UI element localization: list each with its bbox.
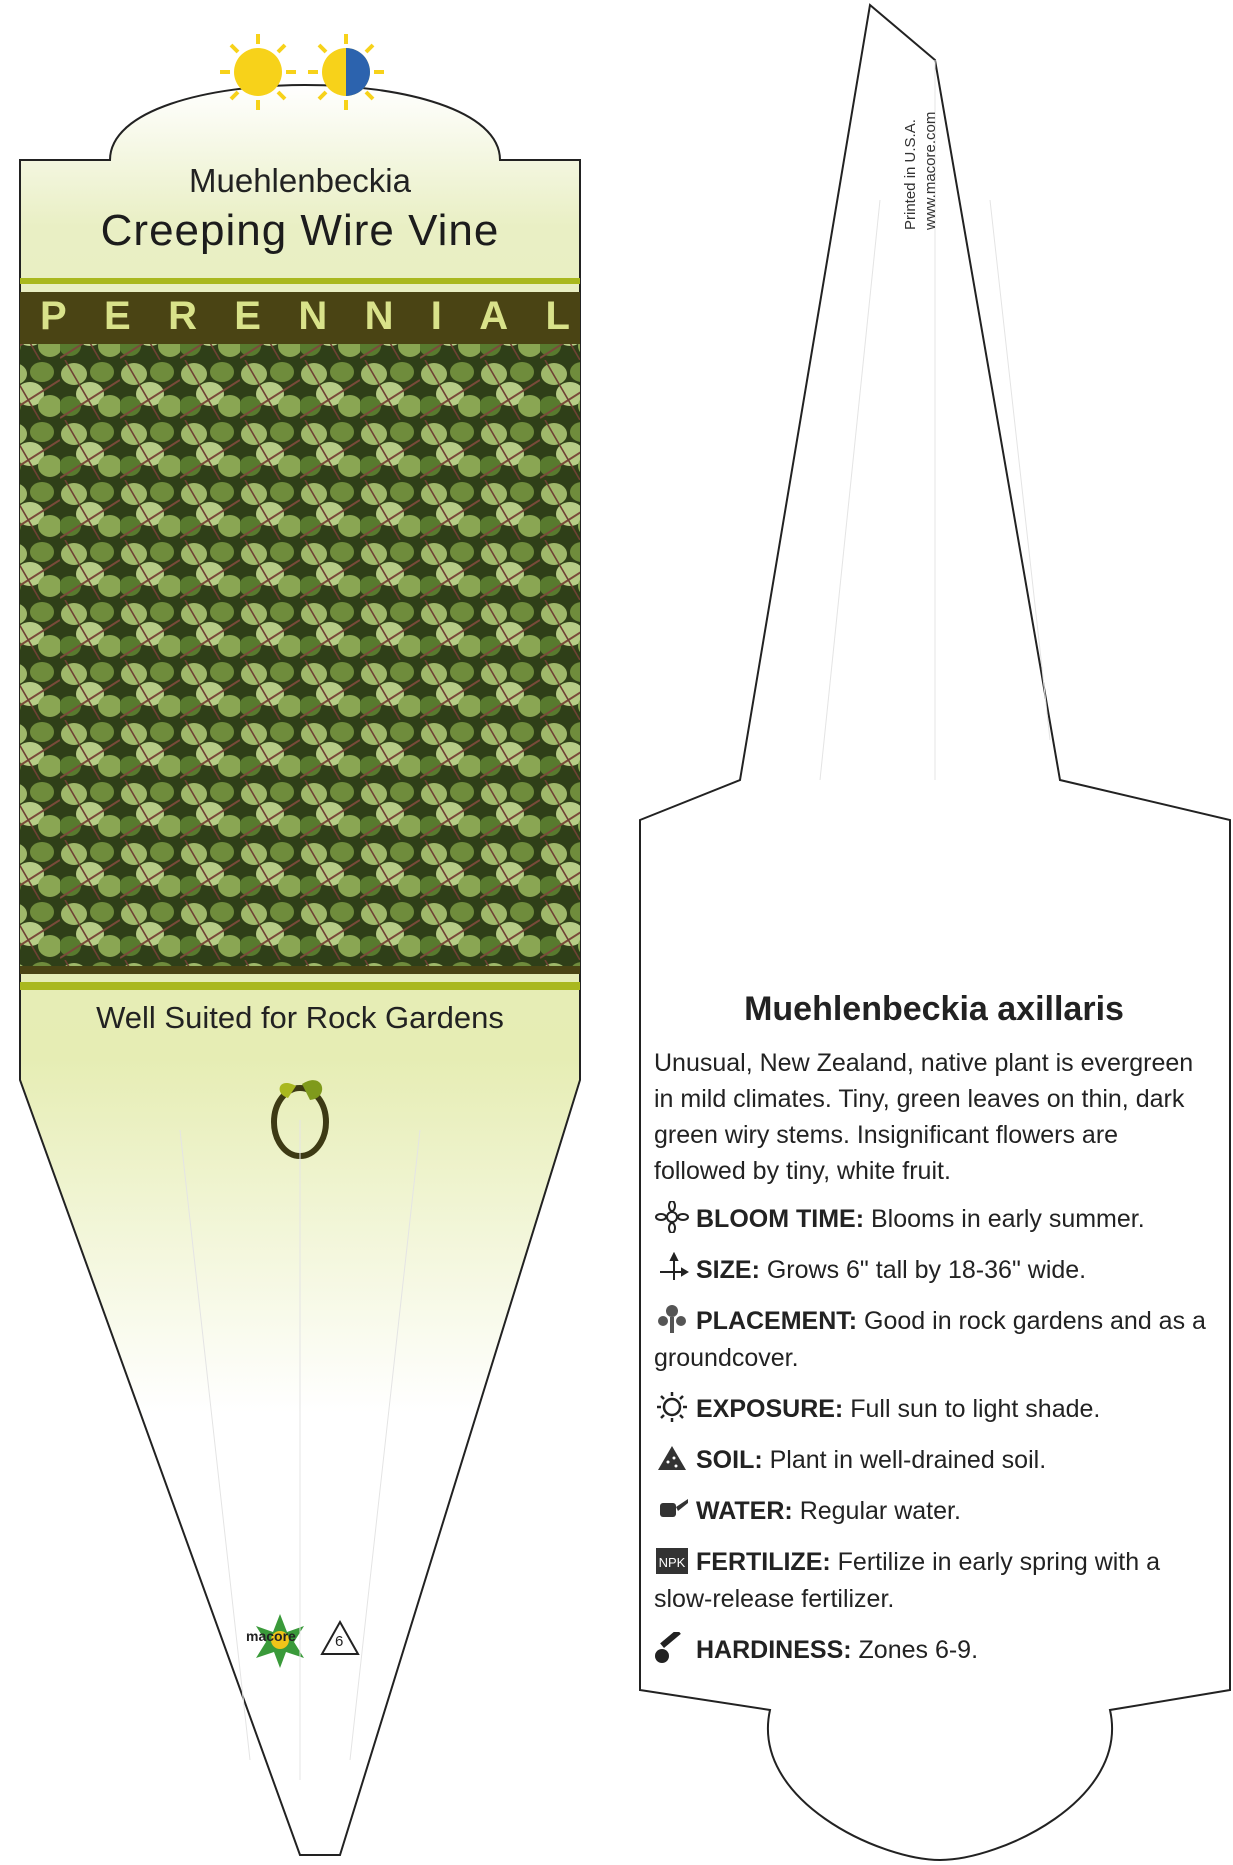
recycle-code: 6 <box>335 1633 344 1650</box>
back-info <box>654 990 1214 1683</box>
tagline: Well Suited for Rock Gardens <box>96 1000 504 1035</box>
soil-icon <box>654 1442 690 1474</box>
category-letter: R <box>168 294 197 338</box>
website: www.macore.com <box>922 111 939 230</box>
attr-label: HARDINESS: <box>696 1636 852 1664</box>
botanical-name: Muehlenbeckia axillaris <box>744 990 1124 1028</box>
watering-can-icon <box>654 1493 690 1525</box>
attr-hardiness <box>654 1632 1214 1669</box>
npk-label: NPK <box>658 1555 686 1570</box>
attr-text: Grows 6" tall by 18-36" wide. <box>759 1256 1087 1284</box>
common-subtitle: Muehlenbeckia <box>189 162 411 199</box>
attr-text: Good in rock gardens and as a groundcover. <box>654 1307 1206 1372</box>
attr-text: Zones 6-9. <box>851 1636 979 1664</box>
attr-soil <box>654 1442 1214 1479</box>
category-letter: P <box>40 294 67 338</box>
plant-photo <box>20 344 580 966</box>
category-letter: N <box>364 294 394 338</box>
attr-placement <box>654 1303 1214 1377</box>
sun-outline-icon <box>654 1391 690 1423</box>
attr-label: EXPOSURE: <box>696 1395 844 1423</box>
attr-label: BLOOM TIME: <box>696 1205 865 1233</box>
placement-icon <box>654 1303 690 1335</box>
printed-in: Printed in U.S.A. <box>902 119 919 230</box>
flower-icon <box>654 1201 690 1233</box>
attr-label: FERTILIZE: <box>696 1548 831 1576</box>
category-letter: I <box>430 294 442 338</box>
attr-bloom-time <box>654 1201 1214 1238</box>
category-band <box>22 294 582 342</box>
attr-size <box>654 1252 1214 1289</box>
description: Unusual, New Zealand, native plant is evergreen in mild climates. Tiny, green leaves on thin, dark green wiry stems. Insignificant flowers are followed by tiny, white fruit. <box>654 1049 1194 1185</box>
category-letter: E <box>234 294 261 338</box>
category-letter: L <box>545 294 570 338</box>
size-arrows-icon <box>654 1252 690 1284</box>
attr-text: Regular water. <box>792 1497 961 1525</box>
attr-text: Fertilize in early spring with a slow-release fertilizer. <box>654 1548 1161 1613</box>
thermometer-icon <box>654 1632 690 1664</box>
brand-name: macore <box>246 1628 296 1644</box>
attr-label: PLACEMENT: <box>696 1307 858 1335</box>
attr-text: Plant in well-drained soil. <box>762 1446 1047 1474</box>
category-letter: A <box>479 294 509 338</box>
common-name: Creeping Wire Vine <box>100 206 500 255</box>
category-letter: N <box>298 294 328 338</box>
printed-info <box>902 95 962 245</box>
attr-fertilize <box>654 1544 1214 1618</box>
npk-icon <box>654 1544 690 1576</box>
attr-label: SIZE: <box>696 1256 760 1284</box>
attr-label: WATER: <box>696 1497 793 1525</box>
category-letter: E <box>104 294 131 338</box>
attr-text: Blooms in early summer. <box>864 1205 1145 1233</box>
attr-water <box>654 1493 1214 1530</box>
attr-exposure <box>654 1391 1214 1428</box>
attr-text: Full sun to light shade. <box>843 1395 1101 1423</box>
attr-label: SOIL: <box>696 1446 763 1474</box>
